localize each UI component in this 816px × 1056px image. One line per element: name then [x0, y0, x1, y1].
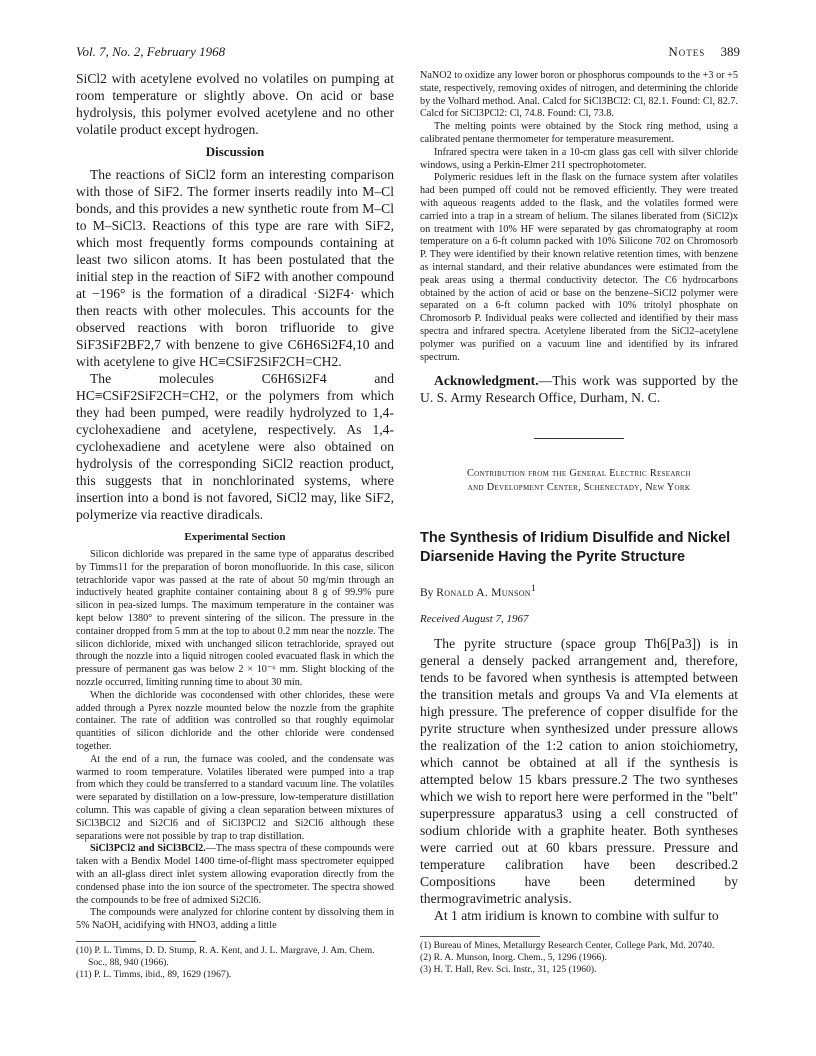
footnote: (11) P. L. Timms, ibid., 89, 1629 (1967). [76, 968, 232, 980]
paragraph: The pyrite structure (space group Th6[Pa3]) is in general a densely packed arrangement and, therefore, tends to be favored when synthesis is attempted between the transition metals and groups Va and VIa elements at high pressure. The preference of copper disulfide for the pyrite structure when synthesized under pressure allows the realization of the 1:2 cation to anion stoichiometry, which cannot be obtained at all if the synthesis is attempted below 15 kbars pressure.2 The two syntheses which we wish to report here were performed in the "belt" superpressure apparatus3 using a cell constructed of sodium chloride with a graphite heater. Both syntheses were carried out at 60 kbars pressure. Pressure and temperature calibration have been described.2 Compositions have been determined by thermogravimetric analysis. [420, 636, 738, 907]
footnote: (2) R. A. Munson, Inorg. Chem., 5, 1296 (1966). [420, 952, 607, 964]
section-name: Notes [668, 44, 706, 59]
paragraph: The reactions of SiCl2 form an interesting comparison with those of SiF2. The former inserts readily into M–Cl bonds, and this provides a new synthetic route from M–Cl to M–SiCl3. Reactions of this type are rare with SiF2, which most frequently forms compounds containing at least two silicon atoms. It has been postulated that the initial step in the reaction of SiF2 with another compound at −196° is the formation of a diradical ·Si2F4· which then reacts with other molecules. This accounts for the observed reactions with boron trifluoride to give SiF3SiF2BF2,7 with benzene to give C6H6Si2F4,10 and with acetylene to give HC≡CSiF2SiF2CH=CH2. [76, 167, 394, 369]
contribution-line-1: Contribution from the General Electric Research [467, 468, 691, 480]
author-footnote-mark: 1 [530, 583, 536, 595]
run-in-heading: SiCl3PCl2 and SiCl3BCl2. [90, 843, 206, 855]
left-column [76, 70, 394, 981]
acknowledgment [420, 372, 738, 406]
contribution-line-2: and Development Center, Schenectady, New York [467, 482, 691, 494]
paragraph: Polymeric residues left in the flask on the furnace system after volatiles had been pumped off could not be removed efficiently. They were treated with aqueous reagents added to the flask, and the volatiles formed were carried into a trap in a stream of helium. The silanes liberated from (SiCl2)x on treatment with 10% HF were separated by gas chromatography at room temperature on a 6-ft column packed with 10% Silicone 702 on Chromosorb P. They were identified by their known relative retention times, with benzene as internal standard, and their relative abundances were estimated from the peak areas using a thermal conductivity detector. The C6 hydrocarbons obtained by the action of acid or base on the benzene–SiCl2 polymer were separated on a 6-ft column packed with 10% tritolyl phosphate on Chromosorb P. Individual peaks were collected and identified by their mass spectra and infrared spectra. Acetylene liberated from the SiCl2–acetylene polymer was purified on a vacuum line and identified by its infrared spectrum. [420, 172, 738, 363]
paragraph: Infrared spectra were taken in a 10-cm glass gas cell with silver chloride windows, using a Perkin-Elmer 211 spectrophotometer. [420, 146, 738, 171]
running-header [76, 44, 740, 62]
byline [420, 583, 738, 599]
paragraph: The molecules C6H6Si2F4 and HC≡CSiF2SiF2CH=CH2, or the polymers from which they had been pumped, were readily hydrolyzed to 1,4-cyclohexadiene and acetylene, respectively. As 1,4-cyclohexadiene and acetylene were also obtained on hydrolysis of the corresponding SiCl2 reaction product, this suggests that in nonchlorinated systems, where insertion into a bond is not favored, SiCl2 may, like SiF2, polymerize via reactive diradicals. [76, 371, 394, 522]
paragraph: SiCl2 with acetylene evolved no volatiles on pumping at room temperature or slightly above. On acid or base hydrolysis, this polymer evolved acetylene and no other volatile product except hydrogen. [76, 71, 394, 137]
paragraph: The compounds were analyzed for chlorine content by dissolving them in 5% NaOH, acidifying with HNO3, adding a little [76, 907, 394, 932]
page-info [668, 44, 740, 60]
acknowledgment-text: —This work was supported by the U. S. Army Research Office, Durham, N. C. [420, 373, 738, 406]
section-heading-discussion: Discussion [205, 144, 265, 159]
section-heading-experimental: Experimental Section [184, 531, 286, 543]
paragraph: When the dichloride was cocondensed with other chlorides, these were added through a Pyrex nozzle mounted below the nozzle from the graphite container. The rate of addition was controlled so that roughly equimolar quantities of silicon dichloride and the other chloride were condensed together. [76, 689, 394, 752]
paragraph: At the end of a run, the furnace was cooled, and the condensate was warmed to room temperature. Volatiles liberated were pumped into a trap from which they could be transferred to a standard vacuum line. The volatiles were separated by distillation on a low-pressure, low-temperature distillation column. This was capable of giving a clean separation between mixtures of SiCl3BCl2 and Si2Cl6 and of SiCl3PCl2 and Si2Cl6 although these separations were not possible by trap to trap distillation. [76, 753, 394, 842]
paragraph: NaNO2 to oxidize any lower boron or phosphorus compounds to the +3 or +5 state, respectively, removing oxides of nitrogen, and determining the chloride by the Volhard method. Anal. Calcd for SiCl3BCl2: Cl, 82.1. Found: Cl, 82.7. Calcd for SiCl3PCl2: Cl, 74.8. Found: Cl, 73.8. [420, 70, 738, 120]
article-divider [534, 438, 624, 439]
paragraph-text: —The mass spectra of these compounds were taken with a Bendix Model 1400 time-of-flight mass spectrometer equipped with an all-glass direct inlet system allowing evaporation directly from the condensed phase into the ion source of the spectrometer. The spectra showed the compounds to be free of admixed Si2Cl6. [76, 843, 395, 906]
paragraph [76, 843, 394, 907]
journal-volume-info: Vol. 7, No. 2, February 1968 [76, 44, 226, 59]
author-name: Ronald A. Munson [436, 587, 531, 600]
paragraph: The melting points were obtained by the Stock ring method, using a calibrated pentane thermometer for temperature measurement. [420, 121, 738, 145]
page-number: 389 [720, 44, 740, 59]
footnote: (10) P. L. Timms, D. D. Stump, R. A. Kent, and J. L. Margrave, J. Am. Chem. Soc., 88, 940 (1966). [76, 944, 375, 968]
acknowledgment-label: Acknowledgment. [434, 373, 539, 389]
right-column [420, 70, 738, 976]
byline-by: By [420, 587, 434, 600]
footnote: (3) H. T. Hall, Rev. Sci. Instr., 31, 125 (1960). [420, 964, 597, 976]
received-date: Received August 7, 1967 [420, 613, 529, 626]
contribution-line [420, 467, 738, 495]
paragraph: Silicon dichloride was prepared in the same type of apparatus described by Timms11 for the preparation of boron monofluoride. In this case, silicon tetrachloride vapor was passed at the rate of about 50 mg/min through an inductively heated graphite container containing about 8 g of 99.9% pure silicon in pea-sized lumps. The maximum temperature in the container was kept below 1380° to prevent sintering of the silicon. The pressure in the container dropped from 5 mm at the top to about 0.2 mm near the nozzle. The silicon dichloride, mixed with unchanged silicon tetrachloride, sprayed out through the nozzle into a liquid nitrogen cooled evacuated flask in which the pressure of permanent gas was below 2 × 10⁻⁶ mm. Slight blocking of the nozzle occurred, limiting running time to about 30 min. [76, 549, 394, 688]
article-title: The Synthesis of Iridium Disulfide and Nickel Diarsenide Having the Pyrite Structure [420, 530, 731, 566]
footnote: (1) Bureau of Mines, Metallurgy Research Center, College Park, Md. 20740. [420, 940, 715, 952]
paragraph: At 1 atm iridium is known to combine with sulfur to [434, 908, 719, 924]
